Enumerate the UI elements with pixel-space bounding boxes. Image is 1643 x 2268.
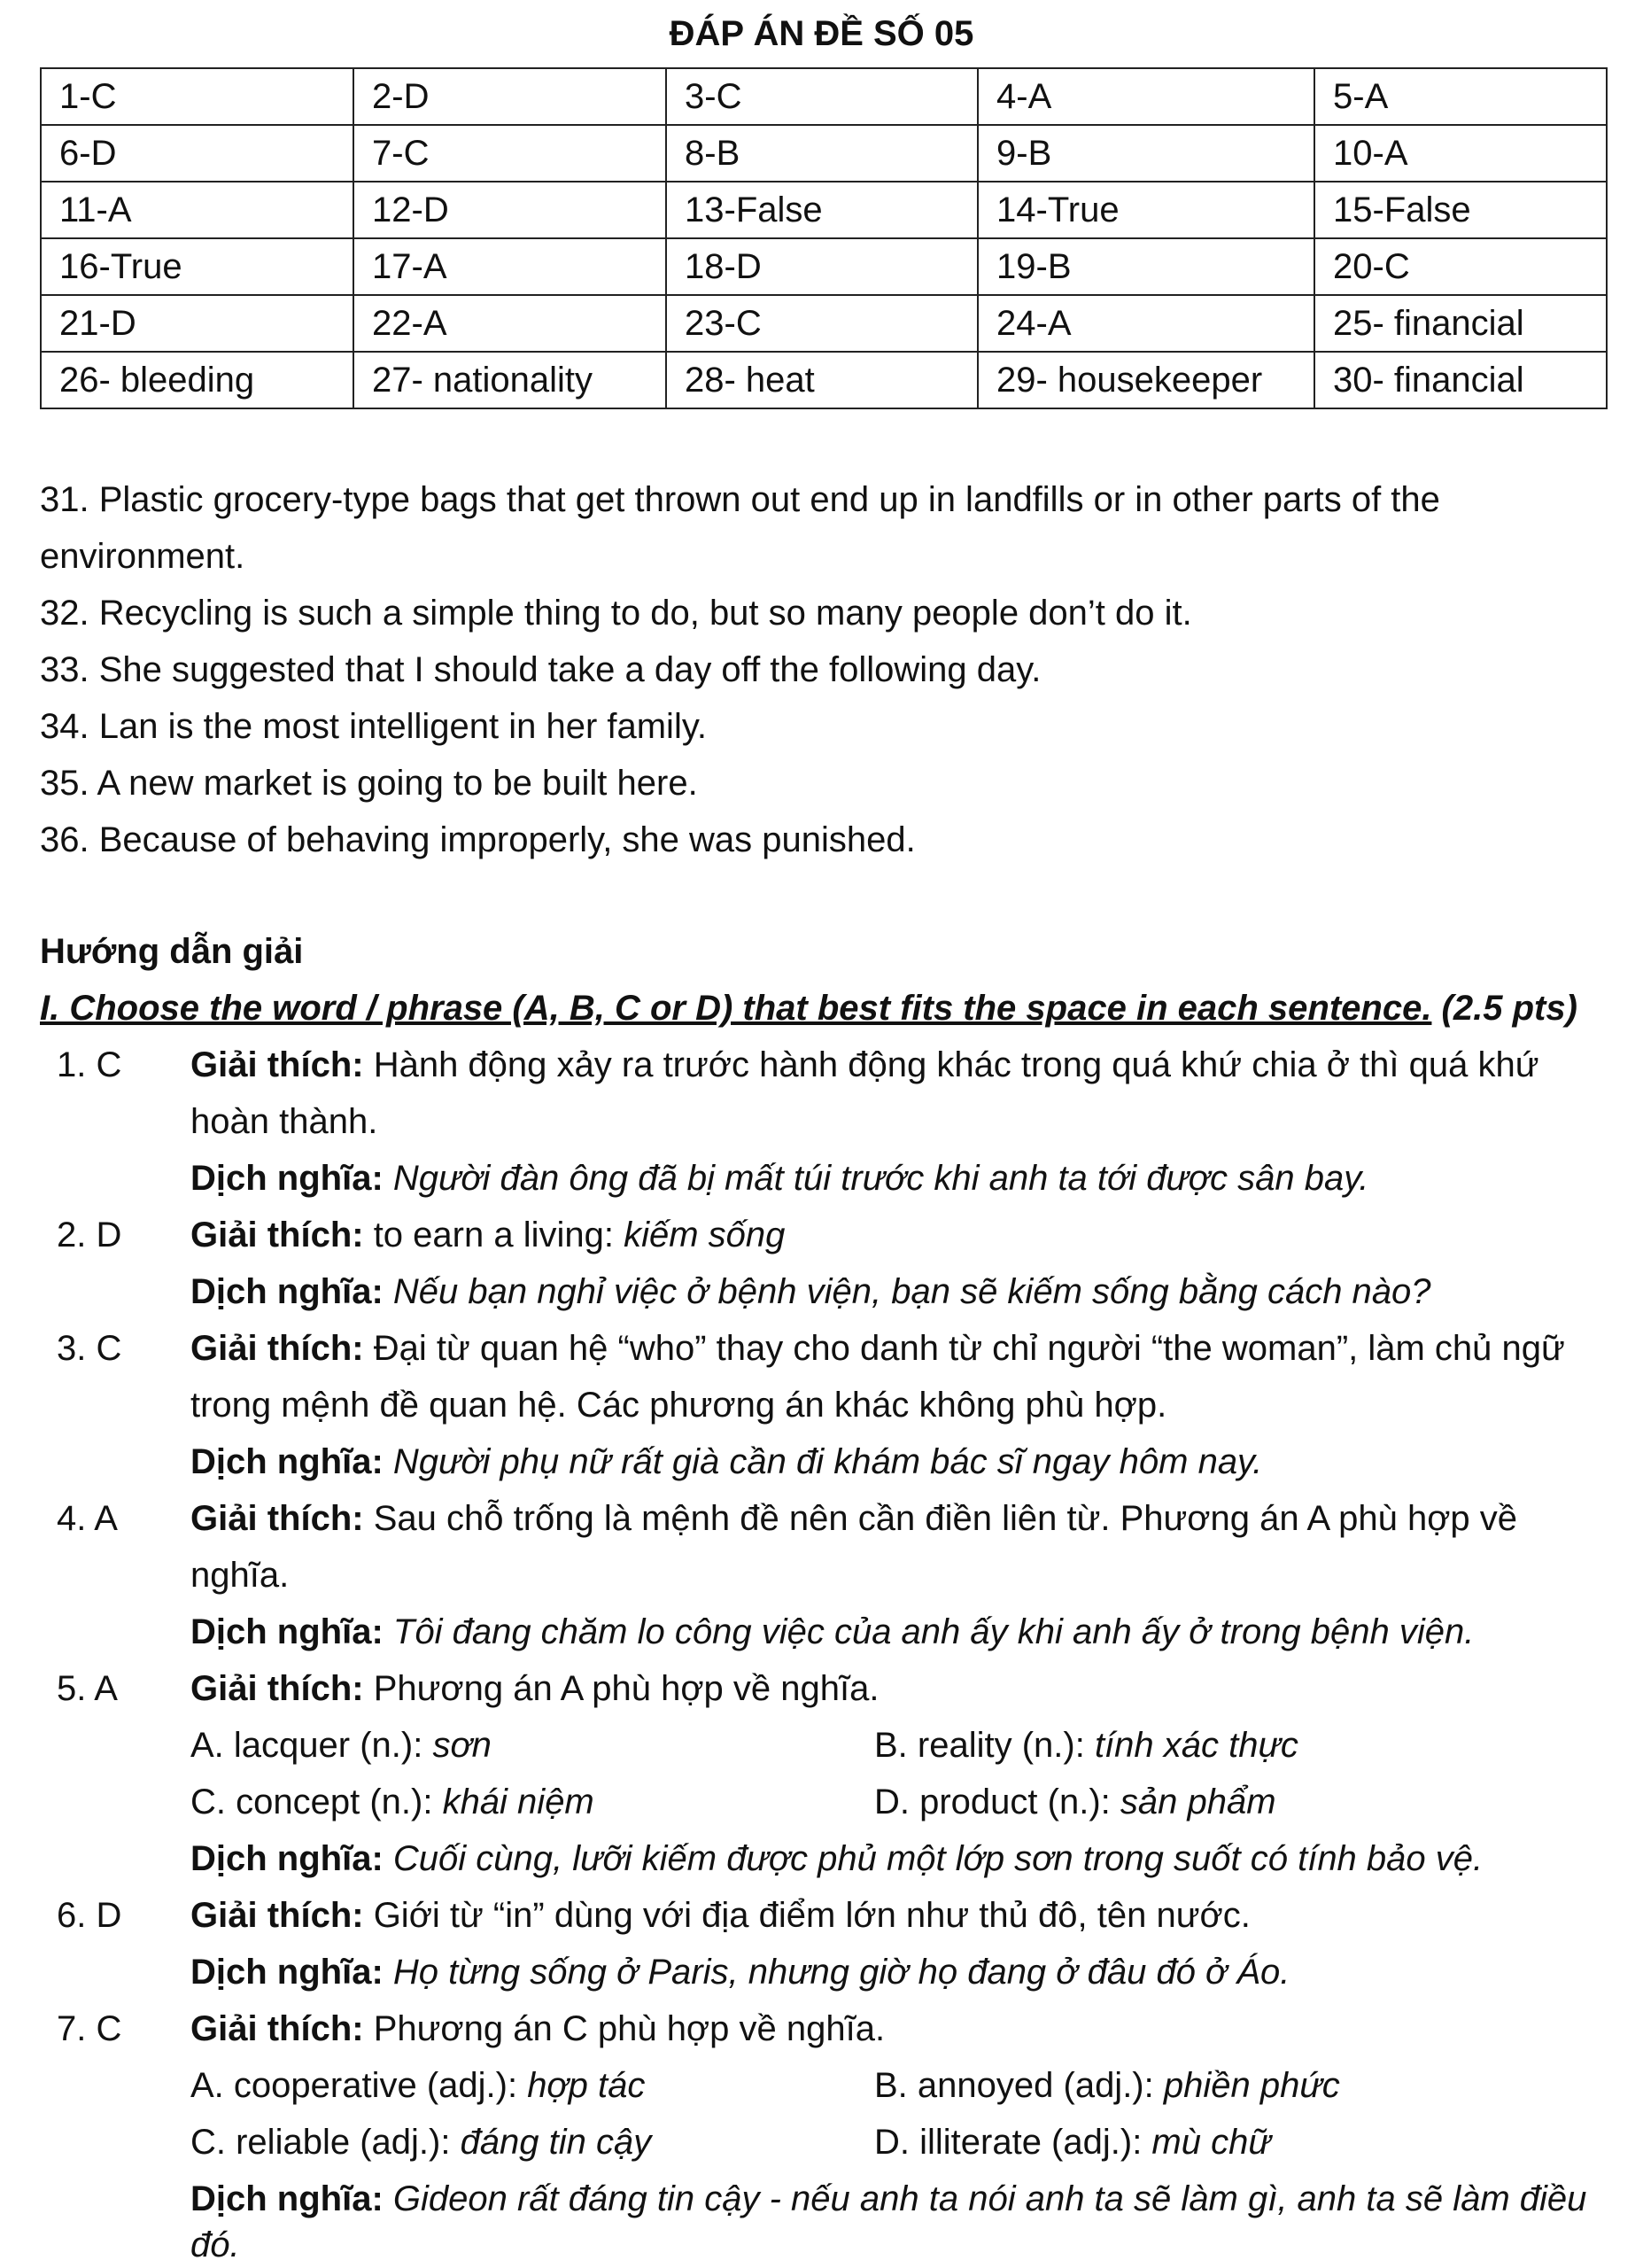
q7-translate-text: Gideon rất đáng tin cậy - nếu anh ta nói anh ta sẽ làm gì, anh ta sẽ làm điều bbox=[383, 2179, 1587, 2218]
q5-number: 5. A bbox=[57, 1669, 118, 1708]
option-b-text: B. reality (n.): bbox=[874, 1726, 1095, 1765]
q1-explain-text: Hành động xảy ra trước hành động khác trong quá khứ chia ở thì quá khứ bbox=[363, 1045, 1539, 1084]
answer-cell: 22-A bbox=[353, 295, 666, 352]
q5-explain-text: Phương án A phù hợp về nghĩa. bbox=[363, 1669, 880, 1708]
option-c-meaning: khái niệm bbox=[442, 1783, 594, 1821]
answer-cell: 1-C bbox=[41, 68, 353, 125]
q1-translate bbox=[190, 1155, 1368, 1201]
q6-explain-text: Giới từ “in” dùng với địa điểm lớn như thủ đô, tên nước. bbox=[363, 1896, 1251, 1935]
answer-cell: 3-C bbox=[666, 68, 978, 125]
q3-explain-cont: trong mệnh đề quan hệ. Các phương án khác không phù hợp. bbox=[190, 1386, 1167, 1425]
q2-translate bbox=[190, 1269, 1431, 1315]
translate-label: Dịch nghĩa: bbox=[190, 1442, 384, 1481]
option-d-meaning: mù chữ bbox=[1151, 2123, 1271, 2162]
q7-translate-cont bbox=[190, 2222, 240, 2268]
answer-cell: 8-B bbox=[666, 125, 978, 182]
table-row bbox=[41, 68, 1607, 125]
explain-label: Giải thích: bbox=[190, 1216, 364, 1254]
answer-cell: 15-False bbox=[1314, 182, 1607, 238]
answer-cell: 16-True bbox=[41, 238, 353, 295]
option-b-meaning: tính xác thực bbox=[1094, 1726, 1298, 1765]
rewrite-31-line-2: environment. bbox=[40, 537, 245, 576]
table-row bbox=[41, 182, 1607, 238]
q1-explain-cont: hoàn thành. bbox=[190, 1102, 378, 1141]
q6-translate-text: Họ từng sống ở Paris, nhưng giờ họ đang ở đâu đó ở Áo. bbox=[383, 1953, 1290, 1992]
q1-number: 1. C bbox=[57, 1045, 122, 1084]
answer-cell: 11-A bbox=[41, 182, 353, 238]
option-d-text: D. illiterate (adj.): bbox=[874, 2123, 1152, 2162]
q2-number: 2. D bbox=[57, 1216, 122, 1254]
answer-cell: 25- financial bbox=[1314, 295, 1607, 352]
translate-label: Dịch nghĩa: bbox=[190, 1953, 384, 1992]
answer-cell: 9-B bbox=[978, 125, 1314, 182]
translate-label: Dịch nghĩa: bbox=[190, 1272, 384, 1311]
q3-explain bbox=[190, 1325, 1565, 1371]
q7-translate bbox=[190, 2176, 1586, 2222]
q4-translate-text: Tôi đang chăm lo công việc của anh ấy khi anh ấy ở trong bệnh viện. bbox=[383, 1612, 1475, 1651]
guide-heading: Hướng dẫn giải bbox=[40, 932, 304, 971]
explain-label: Giải thích: bbox=[190, 1329, 364, 1368]
section-heading-text: I. Choose the word / phrase (A, B, C or D) that best fits the space in each sentence. bbox=[40, 989, 1432, 1028]
answer-cell: 21-D bbox=[41, 295, 353, 352]
q5-translate bbox=[190, 1836, 1483, 1882]
section-heading bbox=[40, 985, 1577, 1031]
rewrite-31-line-1: 31. Plastic grocery-type bags that get thrown out end up in landfills or in other parts of the bbox=[40, 480, 1440, 519]
answer-cell: 4-A bbox=[978, 68, 1314, 125]
q5-option-d bbox=[874, 1779, 1276, 1825]
answer-cell: 28- heat bbox=[666, 352, 978, 408]
answer-cell: 30- financial bbox=[1314, 352, 1607, 408]
option-b-text: B. annoyed (adj.): bbox=[874, 2066, 1164, 2105]
option-a-text: A. lacquer (n.): bbox=[190, 1726, 433, 1765]
q4-explain bbox=[190, 1495, 1517, 1542]
option-a-meaning: hợp tác bbox=[527, 2066, 646, 2105]
q4-explain-text: Sau chỗ trống là mệnh đề nên cần điền liên từ. Phương án A phù hợp về bbox=[363, 1499, 1518, 1538]
q5-translate-text: Cuối cùng, lưỡi kiếm được phủ một lớp sơn trong suốt có tính bảo vệ. bbox=[383, 1839, 1484, 1878]
answer-cell: 20-C bbox=[1314, 238, 1607, 295]
rewrite-32: 32. Recycling is such a simple thing to do, but so many people don’t do it. bbox=[40, 594, 1192, 633]
option-a-text: A. cooperative (adj.): bbox=[190, 2066, 528, 2105]
option-c-text: C. reliable (adj.): bbox=[190, 2123, 461, 2162]
q5-option-b bbox=[874, 1722, 1298, 1768]
table-row bbox=[41, 238, 1607, 295]
q7-option-a bbox=[190, 2062, 645, 2109]
q3-translate-text: Người phụ nữ rất già cần đi khám bác sĩ ngay hôm nay. bbox=[383, 1442, 1263, 1481]
q2-explain-text: to earn a living: bbox=[363, 1216, 624, 1254]
q4-explain-cont: nghĩa. bbox=[190, 1556, 290, 1595]
page-title: ĐÁP ÁN ĐỀ SỐ 05 bbox=[669, 14, 974, 53]
q2-explain-italic: kiếm sống bbox=[624, 1216, 786, 1254]
translate-label: Dịch nghĩa: bbox=[190, 1612, 384, 1651]
q7-option-c bbox=[190, 2119, 651, 2165]
answer-cell: 7-C bbox=[353, 125, 666, 182]
option-d-text: D. product (n.): bbox=[874, 1783, 1120, 1821]
rewrite-35: 35. A new market is going to be built here. bbox=[40, 764, 698, 803]
q6-translate bbox=[190, 1949, 1290, 1995]
translate-label: Dịch nghĩa: bbox=[190, 1839, 384, 1878]
explain-label: Giải thích: bbox=[190, 2009, 364, 2048]
rewrite-36: 36. Because of behaving improperly, she was punished. bbox=[40, 820, 916, 859]
answer-cell: 5-A bbox=[1314, 68, 1607, 125]
answer-cell: 29- housekeeper bbox=[978, 352, 1314, 408]
answer-cell: 19-B bbox=[978, 238, 1314, 295]
q3-number: 3. C bbox=[57, 1329, 122, 1368]
explain-label: Giải thích: bbox=[190, 1045, 364, 1084]
translate-label: Dịch nghĩa: bbox=[190, 1159, 384, 1198]
answer-cell: 12-D bbox=[353, 182, 666, 238]
option-a-meaning: sơn bbox=[432, 1726, 492, 1765]
answer-cell: 10-A bbox=[1314, 125, 1607, 182]
answer-cell: 14-True bbox=[978, 182, 1314, 238]
answer-cell: 18-D bbox=[666, 238, 978, 295]
explain-label: Giải thích: bbox=[190, 1669, 364, 1708]
option-d-meaning: sản phẩm bbox=[1120, 1783, 1276, 1821]
option-b-meaning: phiền phức bbox=[1163, 2066, 1340, 2105]
answer-table bbox=[40, 67, 1608, 409]
q7-explain-text: Phương án C phù hợp về nghĩa. bbox=[363, 2009, 886, 2048]
translate-label: Dịch nghĩa: bbox=[190, 2179, 384, 2218]
rewrite-33: 33. She suggested that I should take a day off the following day. bbox=[40, 650, 1042, 689]
q3-explain-text: Đại từ quan hệ “who” thay cho danh từ chỉ người “the woman”, làm chủ ngữ bbox=[363, 1329, 1565, 1368]
q3-translate bbox=[190, 1439, 1262, 1485]
q6-explain bbox=[190, 1892, 1251, 1938]
option-c-meaning: đáng tin cậy bbox=[460, 2123, 652, 2162]
q5-explain bbox=[190, 1666, 879, 1712]
q5-option-c bbox=[190, 1779, 594, 1825]
q7-explain bbox=[190, 2006, 885, 2052]
answer-cell: 23-C bbox=[666, 295, 978, 352]
q7-translate-text-cont: đó. bbox=[190, 2225, 240, 2264]
answer-cell: 24-A bbox=[978, 295, 1314, 352]
rewrite-34: 34. Lan is the most intelligent in her family. bbox=[40, 707, 707, 746]
option-c-text: C. concept (n.): bbox=[190, 1783, 443, 1821]
q7-option-b bbox=[874, 2062, 1340, 2109]
table-row bbox=[41, 295, 1607, 352]
q2-explain bbox=[190, 1212, 785, 1258]
q4-translate bbox=[190, 1609, 1474, 1655]
explain-label: Giải thích: bbox=[190, 1499, 364, 1538]
answer-cell: 17-A bbox=[353, 238, 666, 295]
answer-cell: 13-False bbox=[666, 182, 978, 238]
explain-label: Giải thích: bbox=[190, 1896, 364, 1935]
q2-translate-text: Nếu bạn nghỉ việc ở bệnh viện, bạn sẽ kiếm sống bằng cách nào? bbox=[383, 1272, 1431, 1311]
q1-explain bbox=[190, 1042, 1539, 1088]
q5-option-a bbox=[190, 1722, 492, 1768]
q4-number: 4. A bbox=[57, 1499, 118, 1538]
q1-translate-text: Người đàn ông đã bị mất túi trước khi anh ta tới được sân bay. bbox=[383, 1159, 1369, 1198]
section-points: (2.5 pts) bbox=[1431, 989, 1577, 1028]
q6-number: 6. D bbox=[57, 1896, 122, 1935]
q7-option-d bbox=[874, 2119, 1271, 2165]
table-row bbox=[41, 352, 1607, 408]
table-row bbox=[41, 125, 1607, 182]
answer-cell: 2-D bbox=[353, 68, 666, 125]
answer-cell: 26- bleeding bbox=[41, 352, 353, 408]
q7-number: 7. C bbox=[57, 2009, 122, 2048]
answer-cell: 6-D bbox=[41, 125, 353, 182]
answer-cell: 27- nationality bbox=[353, 352, 666, 408]
